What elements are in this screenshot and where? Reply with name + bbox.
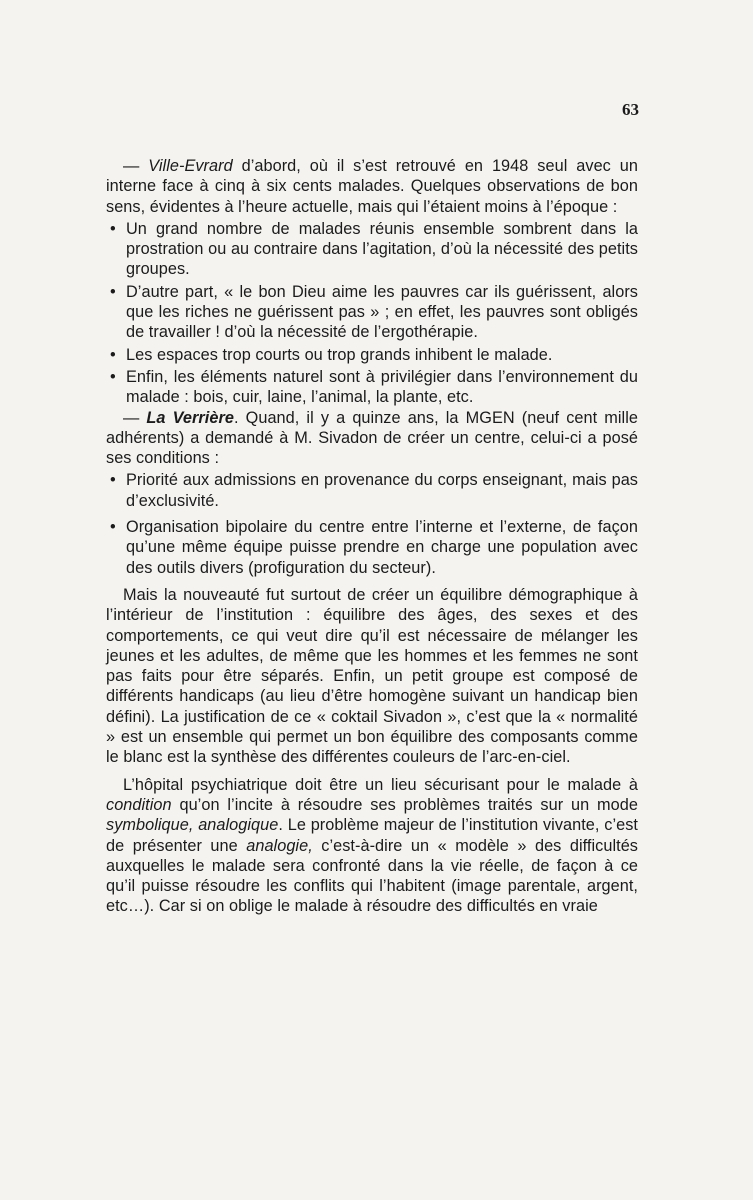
bullet-icon: • <box>110 471 116 490</box>
bullet-icon: • <box>110 282 116 301</box>
body-text <box>106 156 638 917</box>
list-item: • D’autre part, « le bon Dieu aime les pauvres car ils guérissent, alors que les riches ne guérissent pas » ; en effet, les pauvres sont obligés de travailler ! d’où la nécessité de l’ergothérapie. <box>110 282 638 342</box>
dash: — <box>123 408 147 427</box>
observations-list <box>106 219 638 408</box>
conditions-list <box>106 470 638 577</box>
list-item: • Priorité aux admissions en provenance du corps enseignant, mais pas d’exclusivité. <box>110 471 638 510</box>
bullet-icon: • <box>110 518 116 537</box>
list-item: • Les espaces trop courts ou trop grands inhibent le malade. <box>110 345 553 364</box>
place-name-la-verriere: La Verrière <box>146 408 234 427</box>
paragraph-text: . Quand, il y a quinze ans, la MGEN (neuf cent mille adhérents) a demandé à M. Sivadon de créer un centre, celui-ci a posé ses conditions : <box>106 408 638 468</box>
list-item: • Organisation bipolaire du centre entre l’interne et l’externe, de façon qu’une même équipe puisse prendre en charge une population avec des outils divers (profiguration du secteur). <box>110 518 638 577</box>
list-item: • Enfin, les éléments naturel sont à privilégier dans l’environnement du malade : bois, cuir, laine, l’animal, la plante, etc. <box>110 367 638 407</box>
list-item: • Un grand nombre de malades réunis ensemble sombrent dans la prostration ou au contraire dans l’agitation, d’où la nécessité des petits groupes. <box>110 219 638 279</box>
bullet-icon: • <box>110 345 116 364</box>
place-name-ville-evrard: Ville-Evrard <box>148 157 233 175</box>
bullet-icon: • <box>110 219 116 238</box>
paragraph-la-verriere <box>106 408 638 469</box>
paragraph-hopital: L’hôpital psychiatrique doit être un lieu sécurisant pour le malade à condition qu’on l’incite à résoudre ses problèmes traités sur un mode symbolique, analogique. Le problème majeur de l’institution vivante, c’est de présenter une analogie, c’est-à-dire un « modèle » des difficultés auxquelles le malade sera confronté dans la vie réelle, de façon à ce qu’il puisse résoudre les conflits qui l’habitent (image parentale, argent, etc…). Car si on oblige le malade à résoudre des difficultés en vraie <box>106 775 638 916</box>
page-number: 63 <box>622 100 639 119</box>
paragraph-equilibre: Mais la nouveauté fut surtout de créer un équilibre démographique à l’intérieur de l’institution : équilibre des âges, des sexes et des comportements, ce qui veut dire qu’il est nécessaire de mélanger les jeunes et les adultes, de même que les hommes et les femmes ne sont pas faits pour être séparés. Enfin, un petit groupe est composé de différents handicaps (au lieu d’être homogène suivant un handicap bien défini). La justification de ce « coktail Sivadon », c’est que la « normalité » est un ensemble qui permet un bon équilibre des composants comme le blanc est la synthèse des différentes couleurs de l’arc-en-ciel. <box>106 585 638 767</box>
dash: — <box>123 157 149 175</box>
paragraph-ville-evrard <box>106 156 638 217</box>
bullet-icon: • <box>110 367 116 386</box>
paragraph-text: d’abord, où il s’est retrouvé en 1948 seul avec un interne face à cinq à six cents malades. Quelques observations de bon sens, évidentes à l’heure actuelle, mais qui l’étaient moins à l’époque : <box>106 157 638 216</box>
